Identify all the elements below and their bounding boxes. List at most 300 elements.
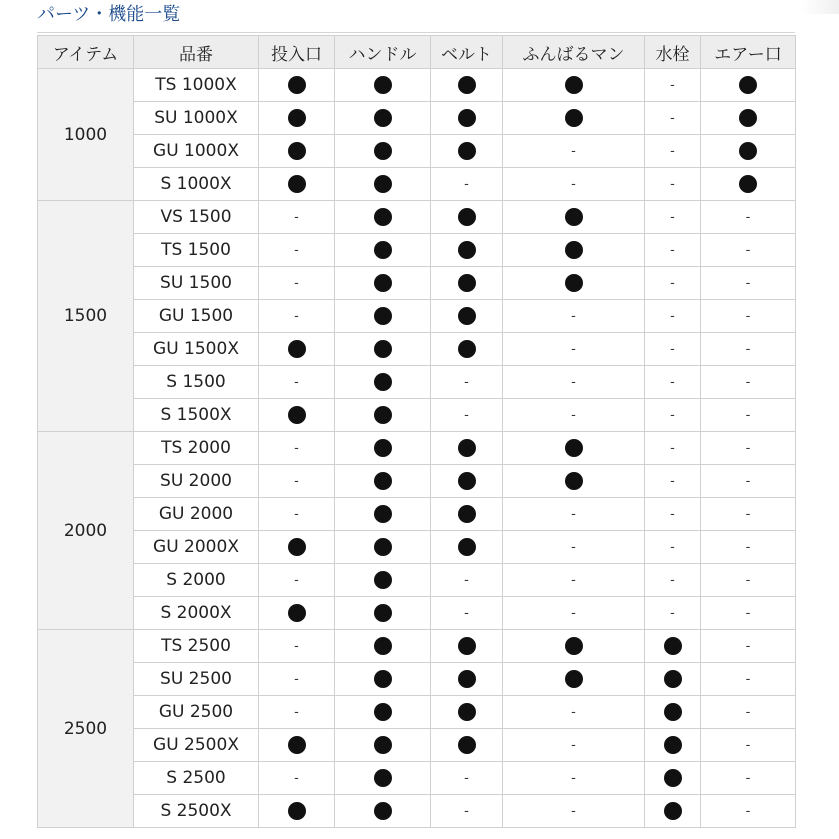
filled-circle-icon xyxy=(565,472,583,490)
filled-circle-icon xyxy=(374,472,392,490)
filled-circle-icon xyxy=(458,241,476,259)
filled-circle-icon xyxy=(664,670,682,688)
feature-cell-faucet xyxy=(645,597,701,630)
feature-cell-belt xyxy=(431,564,503,597)
filled-circle-icon xyxy=(565,208,583,226)
feature-cell-faucet xyxy=(645,135,701,168)
feature-cell-air-vent xyxy=(701,300,796,333)
feature-cell-handle xyxy=(335,696,431,729)
table-row xyxy=(38,267,796,300)
dash-mark: - xyxy=(294,374,299,390)
table-row xyxy=(38,498,796,531)
model-number-cell: S 1000X xyxy=(134,168,259,201)
filled-circle-icon xyxy=(288,76,306,94)
dash-mark: - xyxy=(670,605,675,621)
table-row xyxy=(38,696,796,729)
feature-cell-air-vent xyxy=(701,168,796,201)
dash-mark: - xyxy=(571,176,576,192)
feature-cell-handle xyxy=(335,432,431,465)
filled-circle-icon xyxy=(458,208,476,226)
table-header xyxy=(38,36,796,69)
table-row xyxy=(38,795,796,828)
feature-cell-funbaruman xyxy=(503,795,645,828)
feature-cell-funbaruman xyxy=(503,399,645,432)
filled-circle-icon xyxy=(374,340,392,358)
item-group-cell: 1500 xyxy=(38,201,134,432)
filled-circle-icon xyxy=(374,109,392,127)
filled-circle-icon xyxy=(664,736,682,754)
model-number-cell: S 2000 xyxy=(134,564,259,597)
dash-mark: - xyxy=(745,704,751,720)
dash-mark: - xyxy=(294,572,299,588)
feature-cell-air-vent xyxy=(701,432,796,465)
feature-cell-inlet xyxy=(259,663,335,696)
filled-circle-icon xyxy=(374,736,392,754)
model-number-cell: SU 1500 xyxy=(134,267,259,300)
feature-cell-funbaruman xyxy=(503,168,645,201)
filled-circle-icon xyxy=(374,505,392,523)
table-row xyxy=(38,234,796,267)
filled-circle-icon xyxy=(739,76,757,94)
table-row xyxy=(38,399,796,432)
dash-mark: - xyxy=(464,572,469,588)
dash-mark: - xyxy=(571,737,576,753)
feature-cell-inlet xyxy=(259,630,335,663)
model-number-cell: SU 2500 xyxy=(134,663,259,696)
table-row xyxy=(38,201,796,234)
filled-circle-icon xyxy=(374,703,392,721)
filled-circle-icon xyxy=(288,406,306,424)
dash-mark: - xyxy=(670,440,675,456)
dash-mark: - xyxy=(294,506,299,522)
filled-circle-icon xyxy=(374,802,392,820)
dash-mark: - xyxy=(571,374,576,390)
dash-mark: - xyxy=(670,539,675,555)
feature-cell-belt xyxy=(431,663,503,696)
table-row xyxy=(38,663,796,696)
dash-mark: - xyxy=(745,473,751,489)
dash-mark: - xyxy=(745,242,751,258)
corner-decoration xyxy=(801,0,839,14)
feature-cell-handle xyxy=(335,267,431,300)
filled-circle-icon xyxy=(374,571,392,589)
header-funbaruman: ふんばるマン xyxy=(503,36,645,69)
feature-cell-inlet xyxy=(259,201,335,234)
dash-mark: - xyxy=(571,341,576,357)
filled-circle-icon xyxy=(374,538,392,556)
filled-circle-icon xyxy=(374,241,392,259)
feature-cell-funbaruman xyxy=(503,498,645,531)
feature-cell-faucet xyxy=(645,333,701,366)
dash-mark: - xyxy=(745,638,751,654)
feature-cell-inlet xyxy=(259,729,335,762)
feature-cell-funbaruman xyxy=(503,432,645,465)
feature-cell-air-vent xyxy=(701,234,796,267)
dash-mark: - xyxy=(745,308,751,324)
dash-mark: - xyxy=(670,506,675,522)
item-group-cell: 2500 xyxy=(38,630,134,828)
dash-mark: - xyxy=(464,605,469,621)
dash-mark: - xyxy=(571,506,576,522)
dash-mark: - xyxy=(571,803,576,819)
feature-cell-handle xyxy=(335,69,431,102)
feature-cell-funbaruman xyxy=(503,762,645,795)
feature-cell-handle xyxy=(335,630,431,663)
model-number-cell: S 1500X xyxy=(134,399,259,432)
feature-cell-inlet xyxy=(259,465,335,498)
filled-circle-icon xyxy=(374,406,392,424)
feature-cell-belt xyxy=(431,399,503,432)
dash-mark: - xyxy=(670,473,675,489)
feature-cell-belt xyxy=(431,333,503,366)
filled-circle-icon xyxy=(458,736,476,754)
dash-mark: - xyxy=(670,572,675,588)
dash-mark: - xyxy=(464,407,469,423)
filled-circle-icon xyxy=(565,241,583,259)
feature-cell-faucet xyxy=(645,663,701,696)
filled-circle-icon xyxy=(565,109,583,127)
model-number-cell: GU 2000X xyxy=(134,531,259,564)
feature-cell-inlet xyxy=(259,300,335,333)
filled-circle-icon xyxy=(374,769,392,787)
feature-cell-air-vent xyxy=(701,135,796,168)
feature-cell-funbaruman xyxy=(503,267,645,300)
dash-mark: - xyxy=(745,737,751,753)
feature-cell-handle xyxy=(335,663,431,696)
header-item: アイテム xyxy=(38,36,134,69)
table-row xyxy=(38,102,796,135)
dash-mark: - xyxy=(670,209,675,225)
model-number-cell: GU 2000 xyxy=(134,498,259,531)
filled-circle-icon xyxy=(565,274,583,292)
feature-cell-faucet xyxy=(645,399,701,432)
feature-cell-funbaruman xyxy=(503,69,645,102)
filled-circle-icon xyxy=(565,439,583,457)
dash-mark: - xyxy=(670,110,675,126)
feature-cell-belt xyxy=(431,168,503,201)
feature-cell-faucet xyxy=(645,69,701,102)
feature-cell-inlet xyxy=(259,762,335,795)
feature-cell-faucet xyxy=(645,366,701,399)
feature-cell-belt xyxy=(431,432,503,465)
feature-cell-inlet xyxy=(259,234,335,267)
feature-cell-funbaruman xyxy=(503,234,645,267)
dash-mark: - xyxy=(571,539,576,555)
feature-cell-handle xyxy=(335,762,431,795)
feature-cell-funbaruman xyxy=(503,597,645,630)
filled-circle-icon xyxy=(374,208,392,226)
filled-circle-icon xyxy=(664,637,682,655)
filled-circle-icon xyxy=(288,340,306,358)
header-model-number: 品番 xyxy=(134,36,259,69)
dash-mark: - xyxy=(745,440,751,456)
feature-cell-inlet xyxy=(259,795,335,828)
feature-cell-inlet xyxy=(259,135,335,168)
feature-cell-handle xyxy=(335,102,431,135)
feature-cell-faucet xyxy=(645,300,701,333)
feature-cell-funbaruman xyxy=(503,465,645,498)
filled-circle-icon xyxy=(374,76,392,94)
filled-circle-icon xyxy=(565,637,583,655)
feature-cell-inlet xyxy=(259,498,335,531)
filled-circle-icon xyxy=(458,76,476,94)
feature-cell-funbaruman xyxy=(503,300,645,333)
table-row xyxy=(38,366,796,399)
feature-cell-belt xyxy=(431,630,503,663)
feature-cell-handle xyxy=(335,564,431,597)
feature-cell-faucet xyxy=(645,432,701,465)
header-handle: ハンドル xyxy=(335,36,431,69)
feature-cell-handle xyxy=(335,531,431,564)
feature-cell-air-vent xyxy=(701,564,796,597)
model-number-cell: S 2500 xyxy=(134,762,259,795)
feature-cell-inlet xyxy=(259,432,335,465)
filled-circle-icon xyxy=(288,175,306,193)
dash-mark: - xyxy=(745,572,751,588)
title-divider xyxy=(37,32,795,33)
filled-circle-icon xyxy=(458,538,476,556)
dash-mark: - xyxy=(464,374,469,390)
dash-mark: - xyxy=(464,176,469,192)
dash-mark: - xyxy=(745,209,751,225)
dash-mark: - xyxy=(571,704,576,720)
feature-cell-faucet xyxy=(645,102,701,135)
dash-mark: - xyxy=(745,374,751,390)
model-number-cell: GU 2500 xyxy=(134,696,259,729)
header-air-vent: エアー口 xyxy=(701,36,796,69)
dash-mark: - xyxy=(571,770,576,786)
filled-circle-icon xyxy=(458,439,476,457)
feature-cell-handle xyxy=(335,399,431,432)
dash-mark: - xyxy=(670,308,675,324)
table-row xyxy=(38,333,796,366)
table-row xyxy=(38,300,796,333)
feature-cell-air-vent xyxy=(701,69,796,102)
model-number-cell: S 2000X xyxy=(134,597,259,630)
model-number-cell: TS 1500 xyxy=(134,234,259,267)
feature-cell-handle xyxy=(335,366,431,399)
feature-cell-inlet xyxy=(259,333,335,366)
feature-cell-handle xyxy=(335,201,431,234)
feature-cell-funbaruman xyxy=(503,135,645,168)
filled-circle-icon xyxy=(374,373,392,391)
feature-cell-belt xyxy=(431,234,503,267)
feature-cell-air-vent xyxy=(701,597,796,630)
table-row xyxy=(38,168,796,201)
item-group-cell: 1000 xyxy=(38,69,134,201)
dash-mark: - xyxy=(670,77,675,93)
feature-cell-belt xyxy=(431,300,503,333)
feature-cell-belt xyxy=(431,465,503,498)
feature-cell-belt xyxy=(431,267,503,300)
filled-circle-icon xyxy=(374,142,392,160)
filled-circle-icon xyxy=(458,703,476,721)
filled-circle-icon xyxy=(739,109,757,127)
feature-cell-belt xyxy=(431,729,503,762)
filled-circle-icon xyxy=(458,670,476,688)
feature-cell-handle xyxy=(335,168,431,201)
filled-circle-icon xyxy=(374,670,392,688)
table-row xyxy=(38,69,796,102)
filled-circle-icon xyxy=(458,505,476,523)
filled-circle-icon xyxy=(288,802,306,820)
model-number-cell: S 2500X xyxy=(134,795,259,828)
dash-mark: - xyxy=(571,143,576,159)
model-number-cell: GU 1500X xyxy=(134,333,259,366)
feature-cell-air-vent xyxy=(701,663,796,696)
feature-cell-air-vent xyxy=(701,366,796,399)
dash-mark: - xyxy=(294,473,299,489)
feature-cell-faucet xyxy=(645,531,701,564)
feature-cell-air-vent xyxy=(701,696,796,729)
model-number-cell: SU 1000X xyxy=(134,102,259,135)
feature-cell-funbaruman xyxy=(503,201,645,234)
dash-mark: - xyxy=(670,275,675,291)
model-number-cell: TS 2500 xyxy=(134,630,259,663)
feature-cell-faucet xyxy=(645,564,701,597)
feature-cell-belt xyxy=(431,531,503,564)
dash-mark: - xyxy=(294,671,299,687)
filled-circle-icon xyxy=(739,175,757,193)
model-number-cell: SU 2000 xyxy=(134,465,259,498)
dash-mark: - xyxy=(745,605,751,621)
feature-cell-funbaruman xyxy=(503,366,645,399)
table-row xyxy=(38,762,796,795)
dash-mark: - xyxy=(294,638,299,654)
model-number-cell: TS 2000 xyxy=(134,432,259,465)
model-number-cell: GU 1000X xyxy=(134,135,259,168)
feature-cell-funbaruman xyxy=(503,564,645,597)
feature-cell-air-vent xyxy=(701,531,796,564)
dash-mark: - xyxy=(745,770,751,786)
filled-circle-icon xyxy=(458,274,476,292)
feature-cell-funbaruman xyxy=(503,663,645,696)
dash-mark: - xyxy=(294,770,299,786)
feature-cell-funbaruman xyxy=(503,531,645,564)
filled-circle-icon xyxy=(458,142,476,160)
dash-mark: - xyxy=(670,242,675,258)
feature-cell-inlet xyxy=(259,531,335,564)
feature-cell-air-vent xyxy=(701,201,796,234)
dash-mark: - xyxy=(670,176,675,192)
table-row xyxy=(38,531,796,564)
dash-mark: - xyxy=(745,539,751,555)
filled-circle-icon xyxy=(288,142,306,160)
feature-cell-air-vent xyxy=(701,498,796,531)
item-group-cell: 2000 xyxy=(38,432,134,630)
feature-cell-inlet xyxy=(259,267,335,300)
feature-cell-faucet xyxy=(645,729,701,762)
dash-mark: - xyxy=(745,671,751,687)
feature-cell-handle xyxy=(335,795,431,828)
model-number-cell: TS 1000X xyxy=(134,69,259,102)
header-belt: ベルト xyxy=(431,36,503,69)
dash-mark: - xyxy=(294,704,299,720)
feature-cell-inlet xyxy=(259,366,335,399)
parts-feature-table xyxy=(37,35,796,828)
dash-mark: - xyxy=(670,374,675,390)
feature-cell-belt xyxy=(431,597,503,630)
feature-cell-belt xyxy=(431,366,503,399)
feature-cell-air-vent xyxy=(701,102,796,135)
feature-cell-faucet xyxy=(645,168,701,201)
feature-cell-belt xyxy=(431,795,503,828)
dash-mark: - xyxy=(294,275,299,291)
feature-cell-air-vent xyxy=(701,465,796,498)
filled-circle-icon xyxy=(288,109,306,127)
filled-circle-icon xyxy=(565,670,583,688)
filled-circle-icon xyxy=(374,439,392,457)
dash-mark: - xyxy=(571,572,576,588)
header-faucet: 水栓 xyxy=(645,36,701,69)
feature-cell-belt xyxy=(431,498,503,531)
filled-circle-icon xyxy=(288,736,306,754)
filled-circle-icon xyxy=(288,604,306,622)
dash-mark: - xyxy=(670,407,675,423)
dash-mark: - xyxy=(745,407,751,423)
feature-cell-handle xyxy=(335,135,431,168)
feature-cell-air-vent xyxy=(701,762,796,795)
dash-mark: - xyxy=(294,308,299,324)
model-number-cell: VS 1500 xyxy=(134,201,259,234)
table-row xyxy=(38,135,796,168)
model-number-cell: GU 2500X xyxy=(134,729,259,762)
feature-cell-inlet xyxy=(259,69,335,102)
page-title: パーツ・機能一覧 xyxy=(37,4,181,25)
dash-mark: - xyxy=(670,341,675,357)
feature-cell-funbaruman xyxy=(503,630,645,663)
feature-cell-inlet xyxy=(259,102,335,135)
table-row xyxy=(38,564,796,597)
feature-cell-faucet xyxy=(645,762,701,795)
feature-cell-handle xyxy=(335,300,431,333)
feature-cell-faucet xyxy=(645,630,701,663)
feature-cell-inlet xyxy=(259,597,335,630)
dash-mark: - xyxy=(571,308,576,324)
dash-mark: - xyxy=(745,506,751,522)
table-body xyxy=(38,69,796,828)
feature-cell-air-vent xyxy=(701,333,796,366)
feature-cell-inlet xyxy=(259,564,335,597)
filled-circle-icon xyxy=(664,802,682,820)
dash-mark: - xyxy=(464,770,469,786)
model-number-cell: S 1500 xyxy=(134,366,259,399)
feature-cell-air-vent xyxy=(701,795,796,828)
dash-mark: - xyxy=(745,341,751,357)
feature-cell-belt xyxy=(431,201,503,234)
feature-cell-funbaruman xyxy=(503,333,645,366)
feature-cell-air-vent xyxy=(701,399,796,432)
feature-cell-handle xyxy=(335,234,431,267)
feature-cell-air-vent xyxy=(701,729,796,762)
feature-cell-belt xyxy=(431,762,503,795)
feature-cell-funbaruman xyxy=(503,696,645,729)
filled-circle-icon xyxy=(565,76,583,94)
filled-circle-icon xyxy=(458,472,476,490)
dash-mark: - xyxy=(745,275,751,291)
dash-mark: - xyxy=(670,143,675,159)
dash-mark: - xyxy=(571,605,576,621)
filled-circle-icon xyxy=(374,307,392,325)
feature-cell-faucet xyxy=(645,696,701,729)
feature-cell-faucet xyxy=(645,498,701,531)
dash-mark: - xyxy=(294,209,299,225)
feature-cell-air-vent xyxy=(701,267,796,300)
feature-cell-inlet xyxy=(259,168,335,201)
feature-cell-handle xyxy=(335,333,431,366)
feature-cell-inlet xyxy=(259,696,335,729)
feature-cell-belt xyxy=(431,69,503,102)
